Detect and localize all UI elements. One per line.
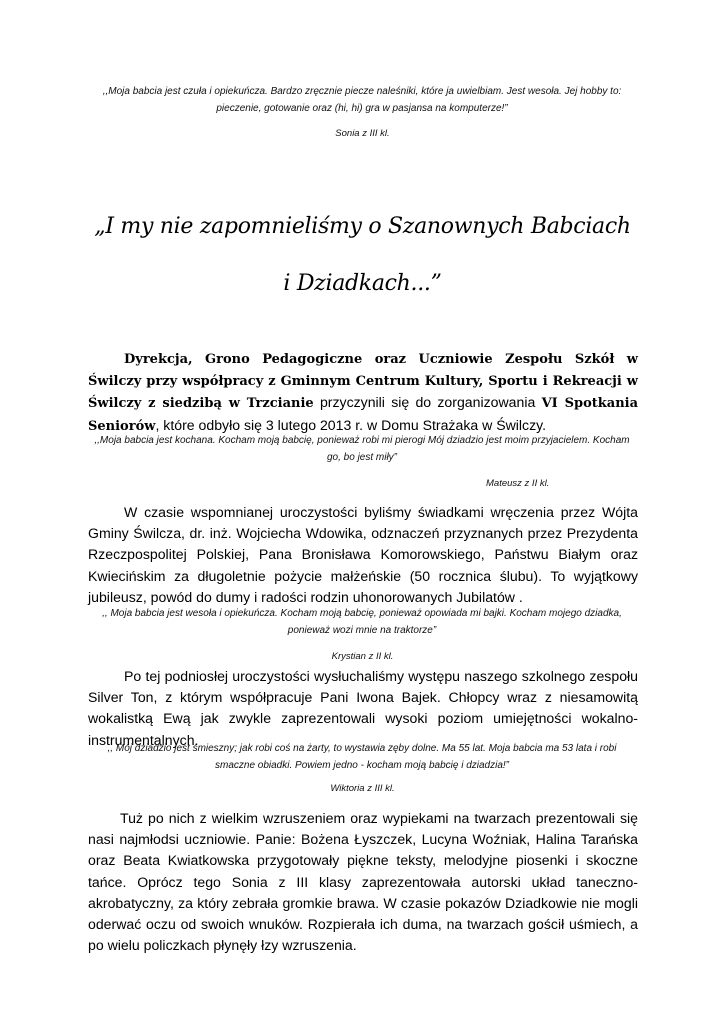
quote-sonia-line2: pieczenie, gotowanie oraz (hi, hi) gra w pasjansa na komputerze!” xyxy=(216,102,508,114)
quote-wiktoria-line1: ,, Mój dziadzio jest śmieszny; jak robi coś na żarty, to wystawia zęby dolne. Ma 55 lat. Moja babcia ma 53 lata i robi xyxy=(107,743,617,754)
quote-sonia-line1: ,,Moja babcia jest czuła i opiekuńcza. Bardzo zręcznie piecze naleśniki, które ja uwielbiam. Jest wesoła. Jej hobby to: xyxy=(102,86,622,97)
page-title-line1: „I my nie zapomnieliśmy o Szanownych Babciach xyxy=(94,214,631,239)
paragraph-performances-text: Tuż po nich z wielkim wzruszeniem oraz wypiekami na twarzach prezentowali się nasi najmłodsi uczniowie. Panie: Bożena Łyszczek, Lucyna Woźniak, Halina Tarańska oraz Beata Kwiatkowska przygotowały piękne teksty, melodyjne piosenki i skoczne tańce. Oprócz tego Sonia z III klasy zaprezentowała autorski układ taneczno-akrobatyczny, za który zebrała gromkie brawa. W czasie pokazów Dziadkowie nie mogli oderwać oczu od swoich wnuków. Rozpierała ich duma, na twarzach gościł uśmiech, a po wielu policzkach płynęły łzy wzruszenia. xyxy=(88,810,638,954)
paragraph-intro-bold-event: VI Spotkania Seniorów xyxy=(88,396,639,434)
quote-mateusz-line1: ,,Moja babcia jest kochana. Kocham moją babcię, ponieważ robi mi pierogi Mój dziadzio jest moim przyjacielem. Kocham xyxy=(94,435,630,446)
paragraph-performances xyxy=(88,808,638,956)
paragraph-intro-text1: przyczynili się do zorganizowania xyxy=(313,394,542,411)
quote-krystian-line1: ,, Moja babcia jest wesoła i opiekuńcza. Kocham moją babcię, ponieważ opowiada mi bajki. Kocham mojego dziadka, xyxy=(102,608,622,619)
quote-krystian-author: Krystian z II kl. xyxy=(331,651,394,662)
paragraph-awards xyxy=(88,502,638,608)
quote-sonia-author: Sonia z III kl. xyxy=(335,128,390,139)
paragraph-band xyxy=(88,666,638,751)
paragraph-intro xyxy=(88,348,638,437)
quote-mateusz xyxy=(88,433,636,466)
paragraph-awards-text: W czasie wspomnianej uroczystości byliśmy świadkami wręczenia przez Wójta Gminy Świlcza, dr. inż. Wojciecha Wdowika, odznaczeń przyznanych przez Prezydenta Rzeczpospolitej Polskiej, Pana Bronisława Komorowskiego, Państwu Białym oraz Kwiecińskim za długoletnie pożycie małżeńskie (50 rocznica ślubu). To wyjątkowy jubileusz, powód do dumy i radości rodzin uhonorowanych Jubilatów . xyxy=(88,504,638,605)
paragraph-intro-text2: , które odbyło się 3 lutego 2013 r. w Domu Strażaka w Świlczy. xyxy=(155,416,547,433)
quote-wiktoria xyxy=(88,741,636,774)
paragraph-band-text: Po tej podniosłej uroczystości wysłuchaliśmy występu naszego szkolnego zespołu Silver Ton, z którym współpracuje Pani Iwona Bajek. Chłopcy wraz z niesamowitą wokalistką Ewą jak zwykle zaprezentowali wysoki poziom umiejętności wokalno-instrumentalnych. xyxy=(88,668,638,748)
quote-sonia xyxy=(88,84,636,117)
quote-mateusz-author: Mateusz z II kl. xyxy=(486,478,550,489)
quote-wiktoria-author: Wiktoria z III kl. xyxy=(330,783,395,794)
quote-wiktoria-line2: smaczne obiadki. Powiem jedno - kocham moją babcię i dziadzia!” xyxy=(214,759,510,771)
quote-krystian xyxy=(88,606,636,639)
quote-krystian-line2: ponieważ wozi mnie na traktorze” xyxy=(287,624,437,636)
quote-mateusz-line2: go, bo jest miły” xyxy=(326,451,398,463)
paragraph-intro-bold-organizers: Dyrekcja, Grono Pedagogiczne oraz Uczniowie Zespołu Szkół w Świlczy przy współpracy z Gminnym Centrum Kultury, Sportu i Rekreacji w Świlczy z siedzibą w Trzcianie xyxy=(88,352,638,412)
page-title-line2: i Dziadkach...” xyxy=(283,271,442,296)
